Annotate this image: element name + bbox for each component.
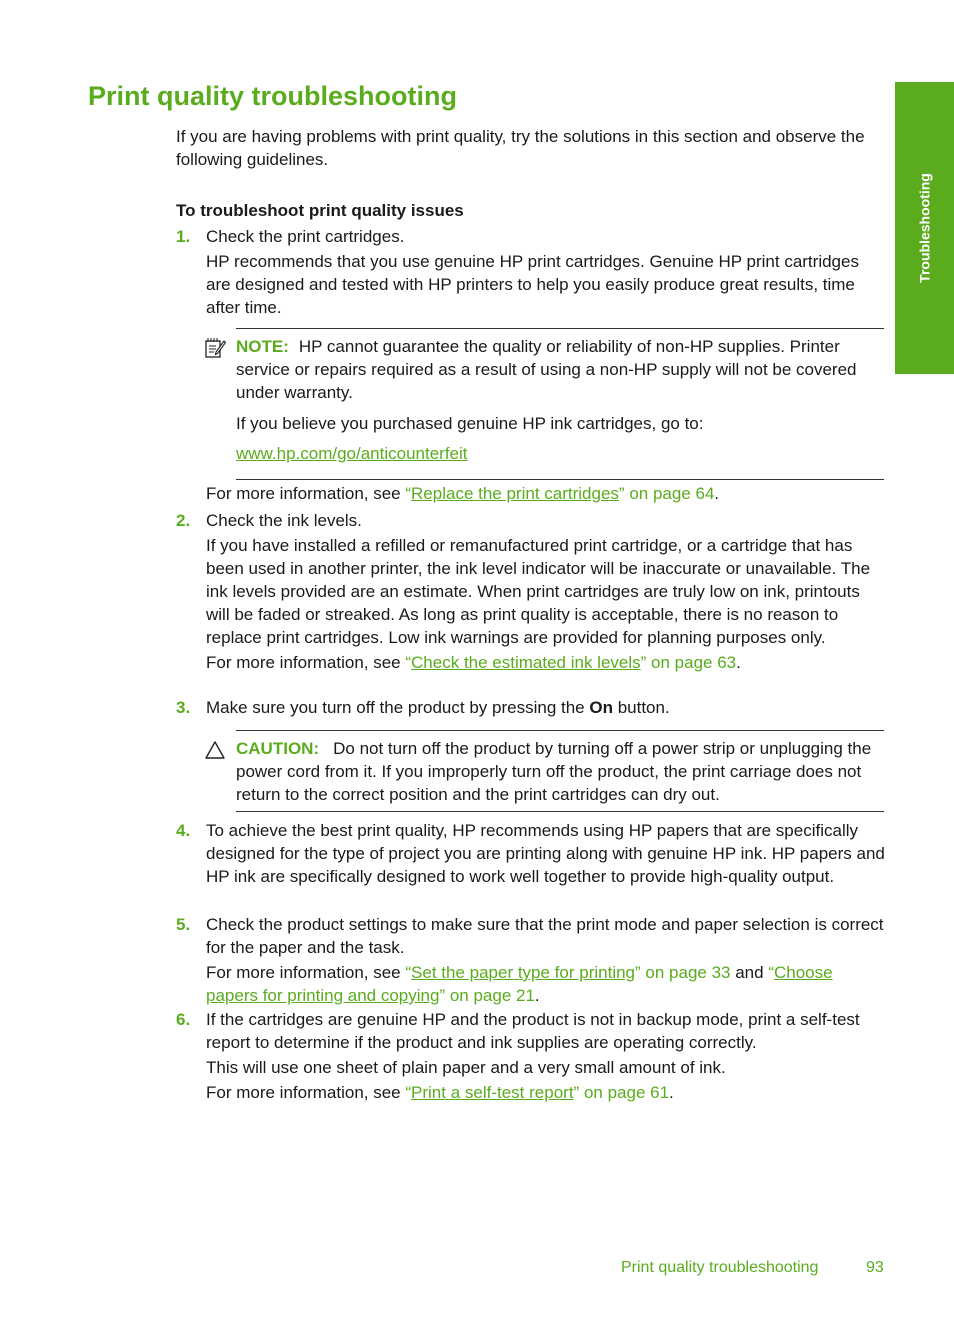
step-number: 6. [176, 1010, 191, 1029]
quote-open: “ [405, 653, 412, 672]
note-text-2: If you believe you purchased genuine HP ink cartridges, go to: [236, 414, 704, 433]
quote-open: “ [405, 1083, 412, 1102]
note-callout [236, 328, 884, 480]
note-text-block [236, 335, 884, 404]
page-ref: on page 21 [445, 986, 535, 1005]
anticounterfeit-link[interactable]: www.hp.com/go/anticounterfeit [236, 444, 468, 463]
quote-open: “ [405, 484, 412, 503]
caution-text-block [236, 737, 884, 806]
quote-close: ” [635, 963, 641, 982]
end-punct: . [714, 484, 720, 503]
intro-paragraph: If you are having problems with print quality, try the solutions in this section and observe the following guidelines. [176, 127, 865, 169]
step-5 [176, 913, 886, 1007]
choose-papers-link[interactable]: Choose papers for printing and copying [206, 963, 833, 1005]
warning-triangle-icon [204, 739, 226, 761]
step-number: 4. [176, 821, 191, 840]
step-number: 5. [176, 915, 191, 934]
step-text: Check the product settings to make sure that the print mode and paper selection is correct for the paper and the task. [206, 915, 884, 957]
on-button-label: On [589, 698, 613, 717]
step-detail: If you have installed a refilled or remanufactured print cartridge, or a cartridge that has been used in another printer, the ink level indicator will be inaccurate or unavailable. The ink levels provided are an estimate. When print cartridges are truly low on ink, printouts will be faded or streaked. As long as print quality is acceptable, there is no reason to replace print cartridges. Low ink warnings are provided for planning purposes only. [206, 536, 871, 647]
quote-close: ” [573, 1083, 580, 1102]
step-3 [176, 696, 886, 719]
page-ref: on page 63 [646, 653, 737, 672]
quote-close: ” [640, 653, 647, 672]
conjunction: and [730, 963, 769, 982]
step-text-after: button. [612, 698, 670, 717]
step-text [206, 696, 886, 719]
step-detail: HP recommends that you use genuine HP print cartridges. Genuine HP print cartridges are designed and tested with HP printers to help you easily produce great results, time after time. [206, 252, 859, 317]
end-punct: . [669, 1083, 674, 1102]
step-text: Check the print cartridges. [206, 227, 405, 246]
more-prefix: For more information, see [206, 963, 406, 982]
end-punct: . [534, 986, 540, 1005]
step-number: 2. [176, 511, 191, 530]
step-4 [176, 819, 886, 888]
step-6 [176, 1008, 886, 1104]
step-more-info [206, 961, 886, 1007]
footer-section-title: Print quality troubleshooting [621, 1259, 819, 1276]
more-prefix: For more information, see [206, 653, 406, 672]
note-label: NOTE: [236, 337, 289, 356]
end-punct: . [736, 653, 741, 672]
replace-cartridges-link[interactable]: Replace the print cartridges [411, 484, 619, 503]
quote-open: “ [405, 963, 412, 982]
step-1-more-info [206, 482, 719, 505]
caution-callout [236, 730, 884, 812]
step-text-before: Make sure you turn off the product by pressing the [206, 698, 590, 717]
step-number: 1. [176, 227, 191, 246]
step-more-info [206, 1081, 886, 1104]
step-1 [176, 225, 886, 319]
footer-page-number: 93 [866, 1259, 884, 1276]
ink-levels-link[interactable]: Check the estimated ink levels [411, 653, 641, 672]
side-tab-label: Troubleshooting [916, 173, 932, 283]
more-prefix: For more information, see [206, 1083, 406, 1102]
quote-close: ” [439, 986, 446, 1005]
caution-text: Do not turn off the product by turning off a power strip or unplugging the power cord from it. If you improperly turn off the product, the print carriage does not return to the correct position and the print cartridges can dry out. [236, 739, 872, 804]
subheading: To troubleshoot print quality issues [176, 201, 464, 220]
quote-close: ” [618, 484, 625, 503]
quote-open: “ [768, 963, 774, 982]
caution-label: CAUTION: [236, 739, 320, 758]
note-icon [204, 337, 226, 359]
note-text: HP cannot guarantee the quality or reliability of non-HP supplies. Printer service or repairs required as a result of using a non-HP supply will not be covered under warranty. [236, 337, 857, 402]
step-more-info [206, 651, 886, 674]
step-2 [176, 509, 886, 674]
page-ref: on page 61 [579, 1083, 670, 1102]
page-ref: on page 64 [624, 484, 715, 503]
page-title: Print quality troubleshooting [88, 81, 457, 111]
page-ref: on page 33 [640, 963, 731, 982]
step-text: To achieve the best print quality, HP recommends using HP papers that are specifically designed for the type of project you are printing along with genuine HP ink. HP papers and HP ink are specifically designed to work well together to provide high-quality output. [206, 821, 885, 886]
step-detail: This will use one sheet of plain paper and a very small amount of ink. [206, 1058, 726, 1077]
self-test-link[interactable]: Print a self-test report [411, 1083, 574, 1102]
more-prefix: For more information, see [206, 484, 406, 503]
paper-type-link[interactable]: Set the paper type for printing [411, 963, 636, 982]
side-tab [895, 82, 954, 374]
step-text: If the cartridges are genuine HP and the product is not in backup mode, print a self-test report to determine if the product and ink supplies are operating correctly. [206, 1010, 860, 1052]
step-number: 3. [176, 698, 191, 717]
step-text: Check the ink levels. [206, 511, 362, 530]
